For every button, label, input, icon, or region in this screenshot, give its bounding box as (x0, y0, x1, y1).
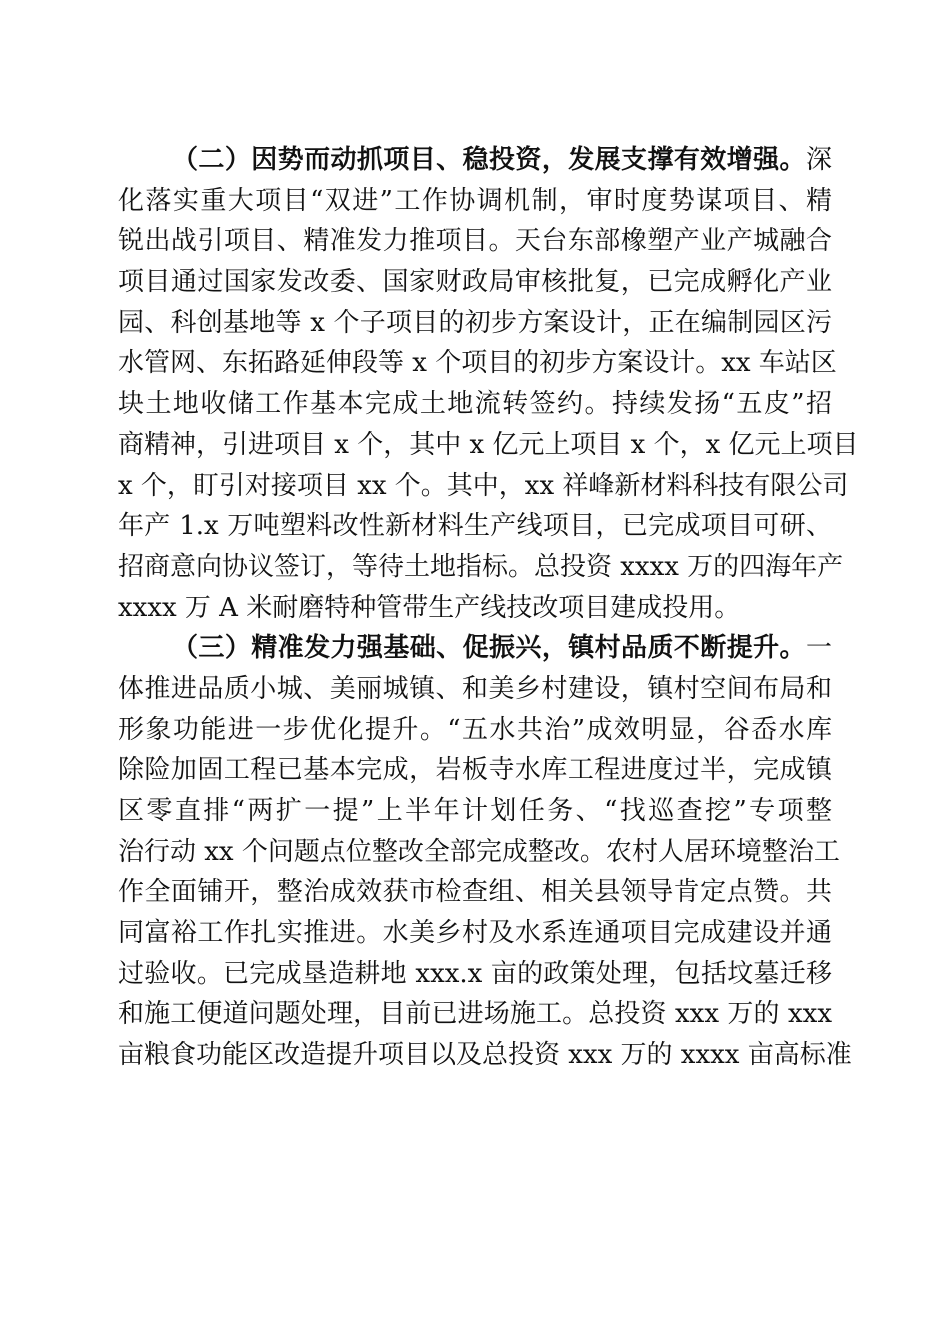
paragraph-2-line-6: 水管网、东拓路延伸段等 x 个项目的初步方案设计。xx 车站区 (118, 348, 837, 379)
paragraph-2-line-9: x 个，盯引对接项目 xx 个。其中，xx 祥峰新材料科技有限公司 (118, 470, 849, 501)
paragraph-3-line-11: 亩粮食功能区改造提升项目以及总投资 xxx 万的 xxxx 亩高标准 (118, 1040, 852, 1071)
paragraph-2-line-11: 招商意向协议签订，等待土地指标。总投资 xxxx 万的四海年产 (118, 551, 844, 582)
paragraph-2-line-10: 年产 1.x 万吨塑料改性新材料生产线项目，已完成项目可研、 (118, 511, 832, 542)
paragraph-2-line-2: 化落实重大项目“双进”工作协调机制，审时度势谋项目、精 (118, 185, 832, 216)
paragraph-2-line-8: 商精神，引进项目 x 个，其中 x 亿元上项目 x 个，x 亿元上项目 (118, 429, 859, 460)
paragraph-2-line-4: 项目通过国家发改委、国家财政局审核批复，已完成孵化产业 (118, 267, 832, 298)
paragraph-3-line-1 (118, 628, 832, 669)
paragraph-3-line-4: 除险加固工程已基本完成，岩板寺水库工程进度过半，完成镇 (118, 755, 832, 786)
paragraph-3-line-9: 过验收。已完成垦造耕地 xxx.x 亩的政策处理，包括坟墓迁移 (118, 958, 832, 989)
paragraph-3-line-10: 和施工便道问题处理，目前已进场施工。总投资 xxx 万的 xxx (118, 999, 832, 1030)
paragraph-3-line-7: 作全面铺开，整治成效获市检查组、相关县领导肯定点赞。共 (118, 877, 832, 908)
paragraph-2-line-5: 园、科创基地等 x 个子项目的初步方案设计，正在编制园区污 (118, 307, 832, 338)
document-body (118, 140, 859, 1076)
paragraph-2-line-12: xxxx 万 A 米耐磨特种管带生产线技改项目建成投用。 (118, 592, 741, 623)
paragraph-2-line-1 (118, 140, 832, 181)
paragraph-2-heading: （二）因势而动抓项目、稳投资，发展支撑有效增强。 (172, 145, 806, 175)
paragraph-3-line-3: 形象功能进一步优化提升。“五水共治”成效明显，谷岙水库 (118, 714, 832, 745)
paragraph-3-line-6: 治行动 xx 个问题点位整改全部完成整改。农村人居环境整治工 (118, 836, 840, 867)
paragraph-3-heading-tail: 一 (805, 633, 832, 664)
paragraph-3-line-8: 同富裕工作扎实推进。水美乡村及水系连通项目完成建设并通 (118, 918, 832, 949)
paragraph-2-heading-tail: 深 (805, 145, 832, 175)
paragraph-3-line-5: 区零直排“两扩一提”上半年计划任务、“找巡查挖”专项整 (118, 796, 832, 826)
paragraph-3-line-2: 体推进品质小城、美丽城镇、和美乡村建设，镇村空间布局和 (118, 673, 832, 704)
paragraph-3-heading: （三）精准发力强基础、促振兴，镇村品质不断提升。 (172, 633, 806, 664)
paragraph-2-line-3: 锐出战引项目、精准发力推项目。天台东部橡塑产业产城融合 (118, 226, 832, 257)
paragraph-2-line-7: 块土地收储工作基本完成土地流转签约。持续发扬“五皮”招 (118, 389, 832, 420)
